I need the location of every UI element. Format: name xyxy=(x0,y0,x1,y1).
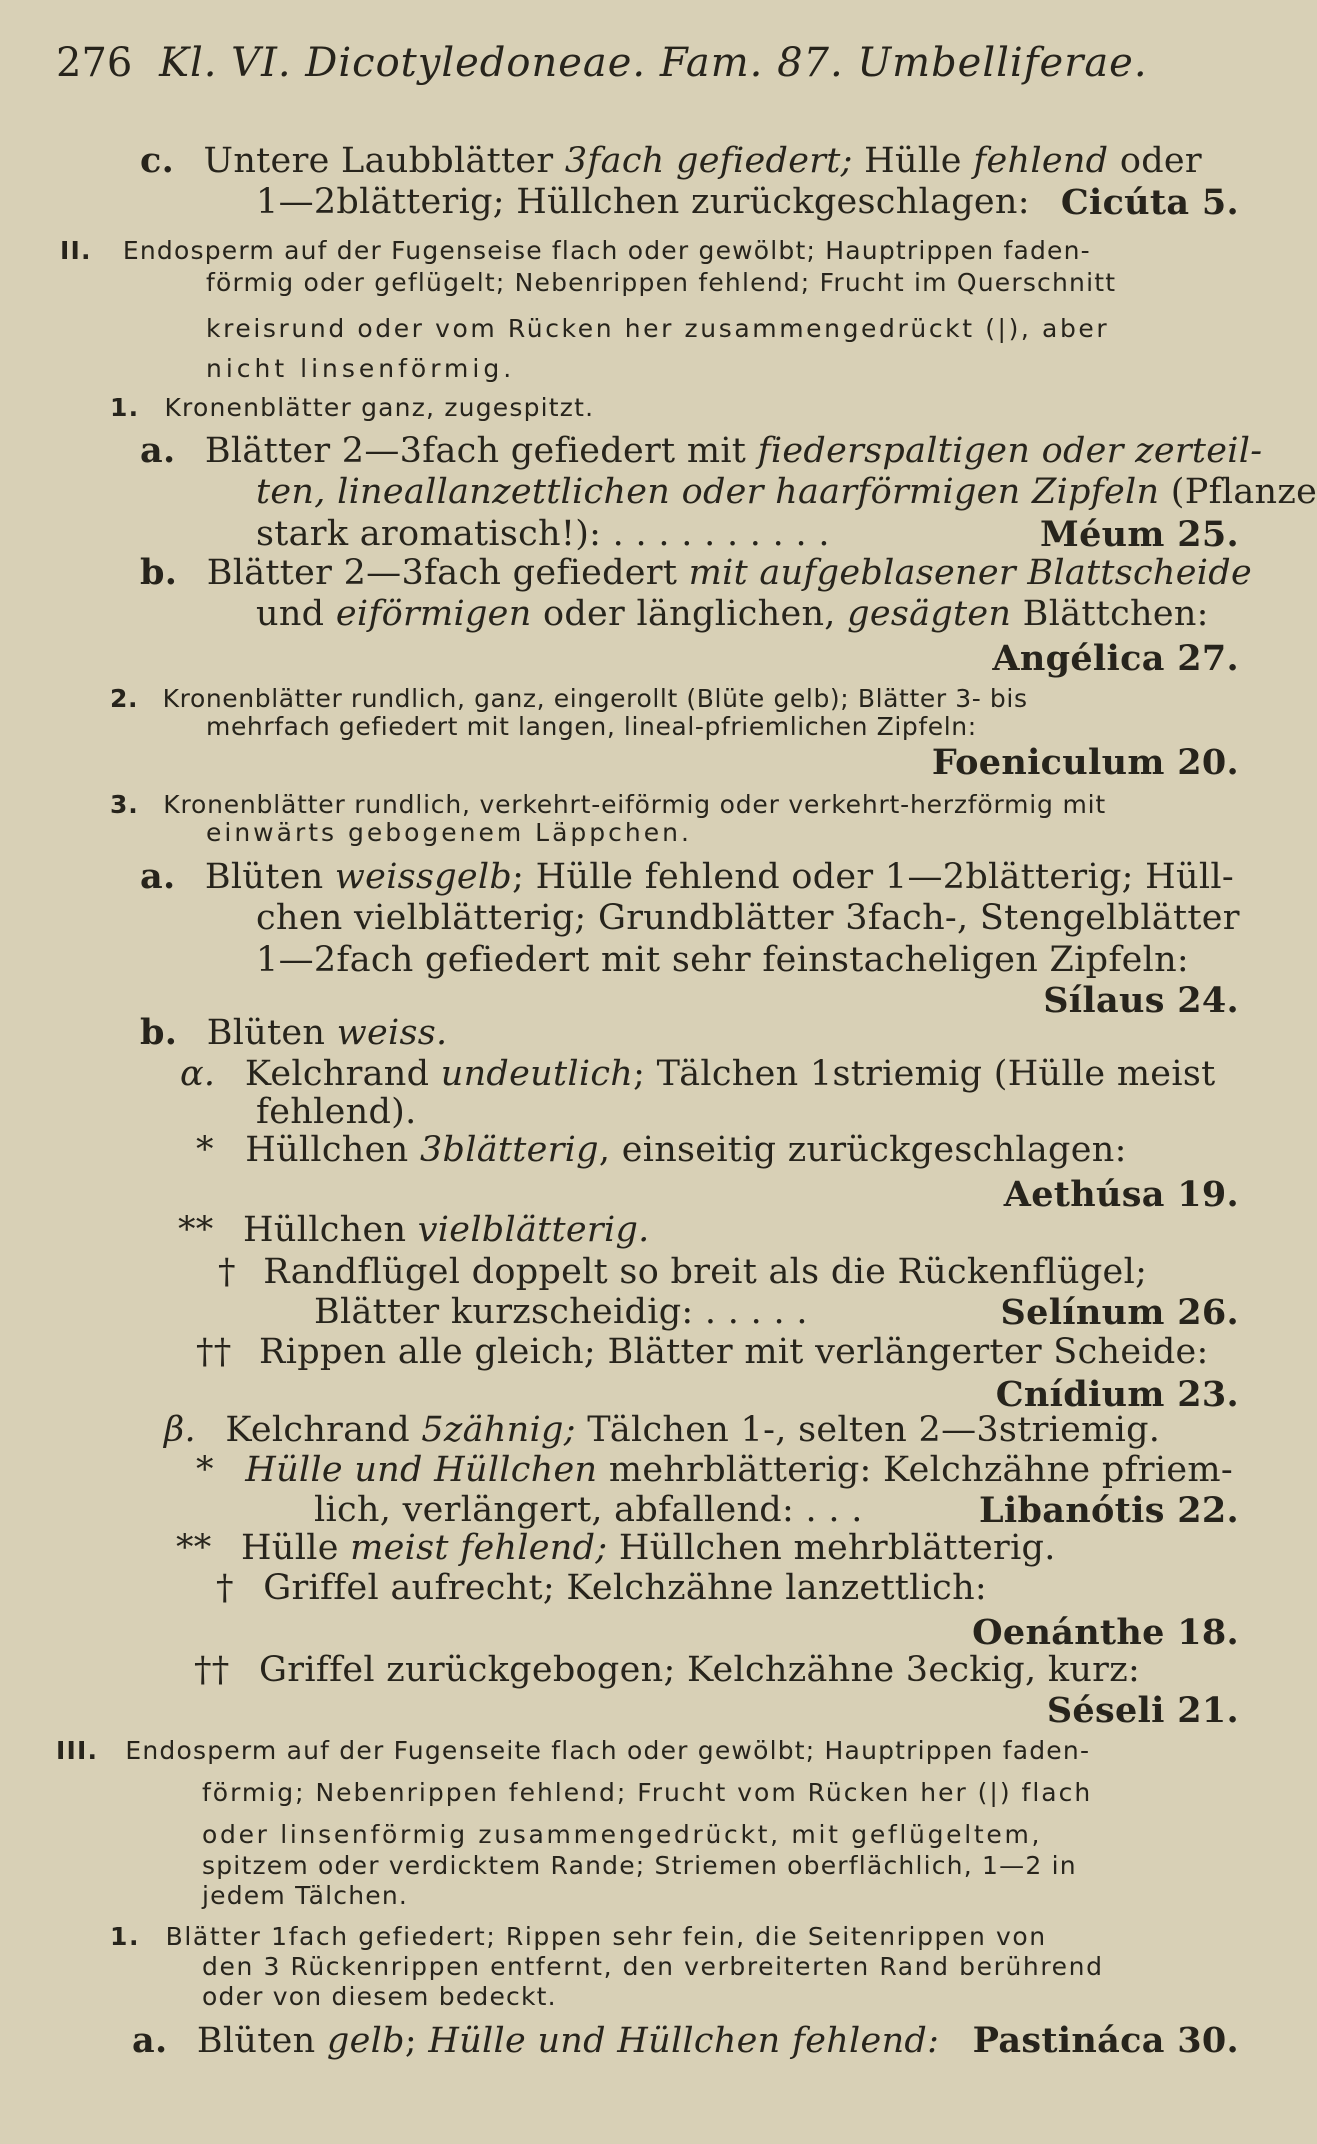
text-italic: gelb xyxy=(326,2021,405,2061)
text: Hüllchen mehrblätterig. xyxy=(607,1528,1056,1568)
key-line xyxy=(196,1130,1127,1170)
key-line xyxy=(60,236,1091,265)
text: Blüten xyxy=(204,857,335,897)
genus-name: Aethúsa 19. xyxy=(1003,1174,1239,1215)
key-line xyxy=(256,182,1030,222)
key-label: †† xyxy=(196,1332,232,1372)
key-label: 2. xyxy=(110,684,139,713)
text: Kronenblätter rundlich, verkehrt-eiförmig oder verkehrt-herzförmig mit xyxy=(163,790,1106,819)
text: Tälchen 1-, selten 2—3striemig. xyxy=(575,1410,1161,1450)
key-line xyxy=(110,790,1106,819)
text: nicht linsenförmig. xyxy=(206,354,516,383)
key-line xyxy=(194,1650,1140,1690)
text: Blüten xyxy=(206,1013,337,1053)
text: oder xyxy=(1108,141,1202,181)
text: Hülle xyxy=(241,1528,351,1568)
text-italic: fiederspaltigen oder zerteil- xyxy=(757,431,1263,471)
key-line xyxy=(176,1528,1056,1568)
text-italic: mit aufgeblasener Blattscheide xyxy=(688,553,1252,593)
text: Kronenblätter rundlich, ganz, eingerollt (Blüte gelb); Blätter 3- bis xyxy=(162,684,1028,713)
genus-name: Cicúta 5. xyxy=(1060,182,1239,223)
text: Randflügel doppelt so breit als die Rückenflügel; xyxy=(263,1252,1148,1292)
text: Kronenblätter ganz, zugespitzt. xyxy=(164,393,595,422)
text: Untere Laubblätter xyxy=(203,141,565,181)
genus-name: Sílaus 24. xyxy=(1043,980,1239,1021)
text-italic: eiförmigen xyxy=(335,594,532,634)
genus-name: Libanótis 22. xyxy=(979,1490,1239,1531)
key-line xyxy=(110,684,1028,713)
text: Hüllchen xyxy=(243,1210,418,1250)
key-label: III. xyxy=(56,1736,99,1765)
page-header xyxy=(56,40,1148,86)
text: Blätter 1fach gefiedert; Rippen sehr fein, die Seitenrippen von xyxy=(165,1922,1047,1951)
text: kreisrund oder vom Rücken her zusammengedrückt (|), aber xyxy=(206,314,1110,343)
text: spitzem oder verdicktem Rande; Striemen oberflächlich, 1—2 in xyxy=(202,1851,1077,1880)
text: ; Tälchen 1striemig (Hülle meist xyxy=(633,1054,1216,1094)
text: Kelchrand xyxy=(225,1410,422,1450)
key-line xyxy=(216,1568,987,1608)
text: oder linsenförmig zusammengedrückt, mit geflügeltem, xyxy=(202,1820,1043,1849)
text: ; Hülle fehlend oder 1—2blätterig; Hüll- xyxy=(512,857,1234,897)
text: mehrfach gefiedert mit langen, lineal-pfriemlichen Zipfeln: xyxy=(206,712,977,741)
text: Kelchrand xyxy=(244,1054,441,1094)
text: oder von diesem bedeckt. xyxy=(202,1982,557,2011)
text: (Pflanze xyxy=(1159,472,1317,512)
key-line xyxy=(256,472,1317,512)
text-italic: 3blätterig xyxy=(419,1130,599,1170)
key-line xyxy=(140,1012,447,1053)
text-italic: undeutlich xyxy=(440,1054,634,1094)
key-label: α. xyxy=(180,1054,216,1094)
key-line xyxy=(196,1332,1209,1372)
key-line xyxy=(140,430,1262,471)
text: stark aromatisch!): . . . . . . . . . . xyxy=(256,514,830,554)
key-line xyxy=(164,1410,1160,1450)
key-label: †† xyxy=(194,1650,230,1690)
genus-name: Angélica 27. xyxy=(992,638,1239,679)
key-label: II. xyxy=(60,236,92,265)
text-italic: ten, lineallanzettlichen oder haarförmigen Zipfeln xyxy=(256,472,1160,512)
text: Endosperm auf der Fugenseise flach oder gewölbt; Hauptrippen faden- xyxy=(122,236,1091,265)
page-title: Kl. VI. Dicotyledoneae. Fam. 87. Umbelliferae. xyxy=(159,40,1148,86)
text: , einseitig zurückgeschlagen: xyxy=(598,1130,1127,1170)
key-line xyxy=(256,594,1209,634)
text-italic: 3fach gefiedert; xyxy=(564,141,853,181)
text: Rippen alle gleich; Blätter mit verlängerter Scheide: xyxy=(259,1332,1209,1372)
key-label: a. xyxy=(140,430,176,471)
text: Griffel aufrecht; Kelchzähne lanzettlich: xyxy=(263,1568,987,1608)
key-line xyxy=(110,1922,1047,1951)
text-italic: Hülle und Hüllchen xyxy=(245,1450,598,1490)
key-line xyxy=(218,1252,1147,1292)
genus-name: Cnídium 23. xyxy=(995,1374,1239,1415)
key-label: * xyxy=(196,1130,214,1170)
key-line xyxy=(140,140,1202,181)
text: Blätter kurzscheidig: . . . . . xyxy=(314,1292,808,1332)
text: den 3 Rückenrippen entfernt, den verbreiterten Rand berührend xyxy=(202,1952,1104,1981)
text-italic: vielblätterig. xyxy=(417,1210,650,1250)
key-label: 3. xyxy=(110,790,139,819)
text: lich, verlängert, abfallend: . . . xyxy=(314,1490,863,1530)
key-label: c. xyxy=(140,140,175,181)
key-label: a. xyxy=(140,856,176,897)
key-label: b. xyxy=(140,552,178,593)
text: Griffel zurückgebogen; Kelchzähne 3eckig, kurz: xyxy=(259,1650,1141,1690)
text: ; xyxy=(404,2021,429,2061)
key-line xyxy=(110,393,594,422)
key-label: † xyxy=(216,1568,234,1608)
key-line xyxy=(140,552,1252,593)
key-label: 1. xyxy=(110,393,140,422)
text: Blätter 2—3fach gefiedert xyxy=(206,553,689,593)
text: 1—2blätterig; Hüllchen zurückgeschlagen: xyxy=(256,182,1030,222)
key-label: ** xyxy=(178,1210,214,1250)
text: förmig oder geflügelt; Nebenrippen fehlend; Frucht im Querschnitt xyxy=(206,268,1117,297)
text: Blüten xyxy=(196,2021,327,2061)
key-label: † xyxy=(218,1252,236,1292)
text: jedem Tälchen. xyxy=(202,1881,409,1910)
text-italic: Hülle und Hüllchen fehlend: xyxy=(428,2021,940,2061)
text: einwärts gebogenem Läppchen. xyxy=(206,818,692,847)
key-line xyxy=(132,2020,939,2061)
key-label: b. xyxy=(140,1012,178,1053)
text-italic: fehlend xyxy=(973,141,1109,181)
key-label: * xyxy=(196,1450,214,1490)
genus-name: Méum 25. xyxy=(1040,514,1239,555)
genus-name: Oenánthe 18. xyxy=(972,1612,1239,1653)
text: oder länglichen, xyxy=(531,594,848,634)
text: Hülle xyxy=(852,141,974,181)
key-label: β. xyxy=(164,1410,196,1450)
text-italic: gesägten xyxy=(847,594,1012,634)
key-label: ** xyxy=(176,1528,212,1568)
genus-name: Selínum 26. xyxy=(1000,1292,1239,1333)
genus-name: Pastináca 30. xyxy=(972,2020,1239,2061)
genus-name: Foeniculum 20. xyxy=(931,742,1239,783)
key-line xyxy=(56,1736,1090,1765)
text: mehrblätterig: Kelchzähne pfriem- xyxy=(597,1450,1233,1490)
text-italic: weiss. xyxy=(336,1013,448,1053)
text-italic: 5zähnig; xyxy=(421,1410,576,1450)
page-number: 276 xyxy=(56,40,133,86)
text: förmig; Nebenrippen fehlend; Frucht vom Rücken her (|) flach xyxy=(202,1778,1093,1807)
text: Hüllchen xyxy=(245,1130,420,1170)
text: chen vielblätterig; Grundblätter 3fach-, Stengelblätter xyxy=(256,898,1240,938)
text: und xyxy=(256,594,336,634)
key-line xyxy=(180,1054,1215,1094)
genus-name: Séseli 21. xyxy=(1046,1690,1239,1731)
key-label: 1. xyxy=(110,1922,141,1951)
text: Endosperm auf der Fugenseite flach oder gewölbt; Hauptrippen faden- xyxy=(125,1736,1091,1765)
key-line xyxy=(196,1450,1233,1490)
text-italic: meist fehlend; xyxy=(350,1528,608,1568)
key-line xyxy=(178,1210,650,1250)
text: Blättchen: xyxy=(1011,594,1209,634)
key-label: a. xyxy=(132,2020,168,2061)
text: fehlend). xyxy=(256,1092,417,1132)
text: Blätter 2—3fach gefiedert mit xyxy=(204,431,758,471)
key-line xyxy=(140,856,1234,897)
text: 1—2fach gefiedert mit sehr feinstacheligen Zipfeln: xyxy=(256,940,1190,980)
text-italic: weissgelb xyxy=(334,857,513,897)
